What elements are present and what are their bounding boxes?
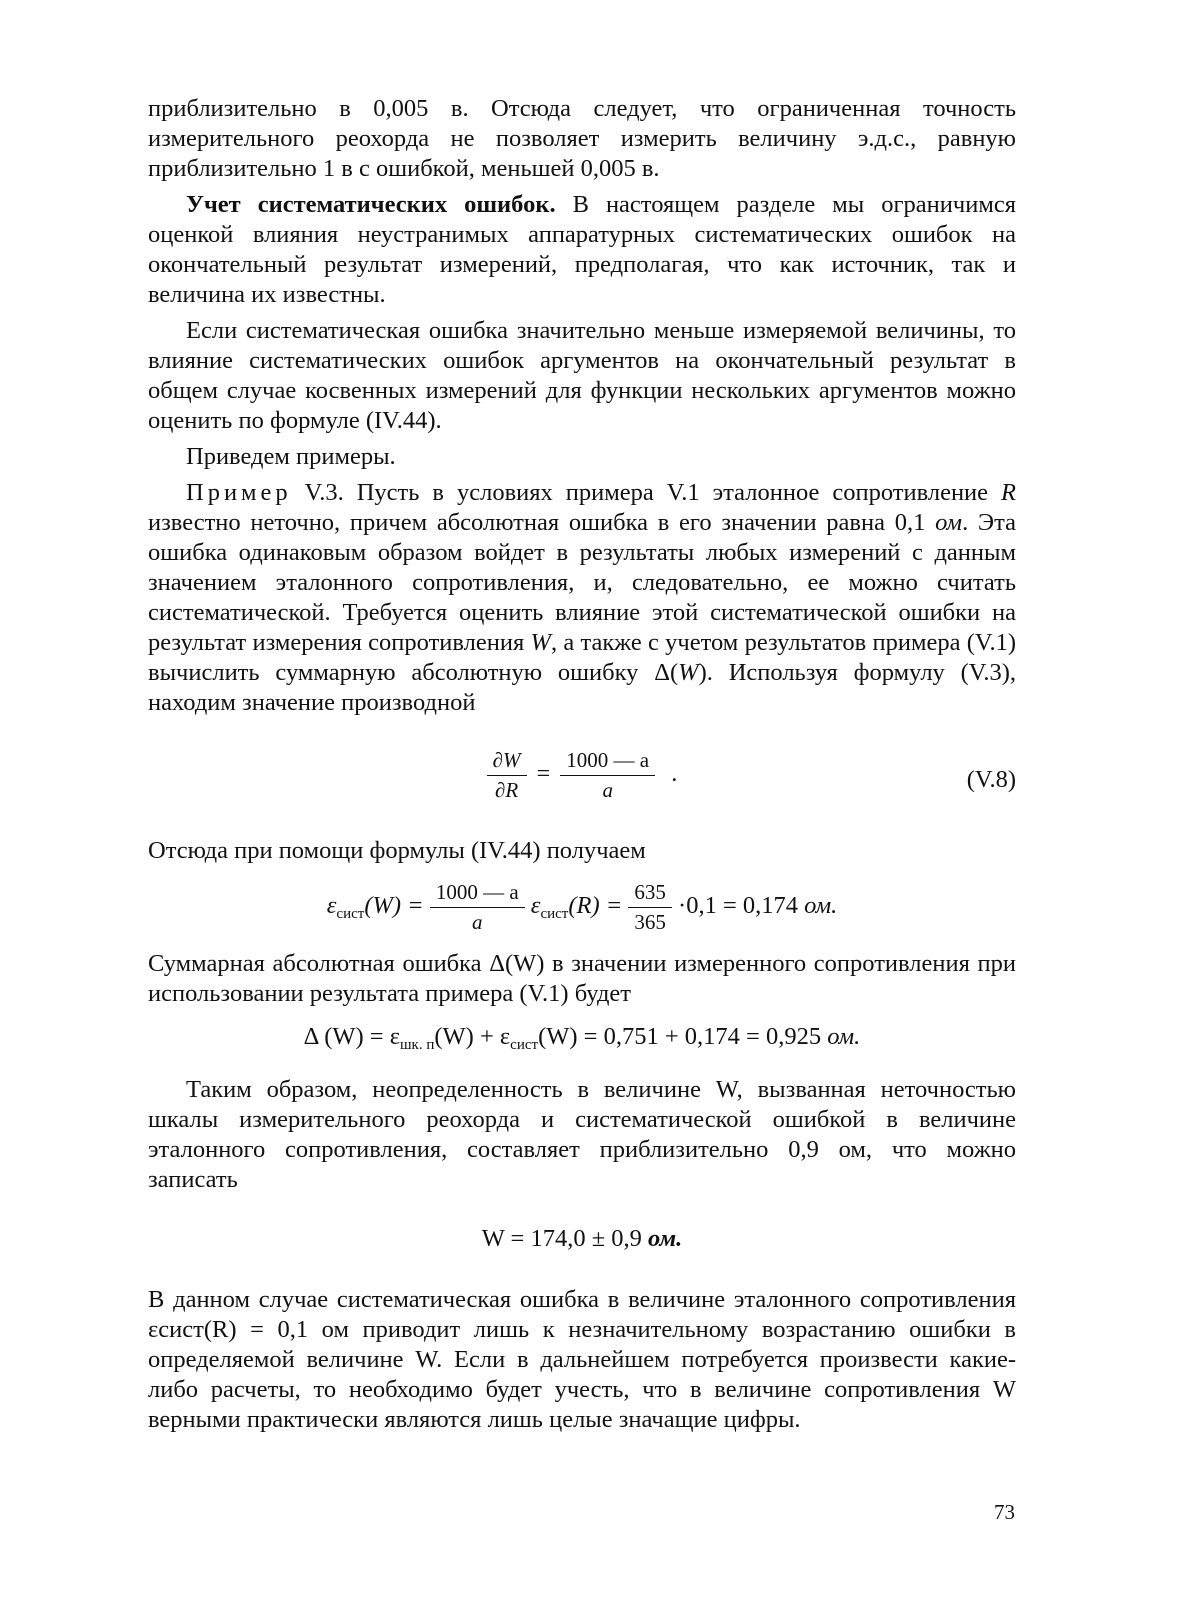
paragraph-3: Если систематическая ошибка значительно меньше измеряемой величины, то влияние систематических ошибок аргументов на окончательный результат в общем случае косвенных измерений для функции нескольких аргументов можно оценить по формуле (IV.44). <box>148 317 1016 434</box>
fraction-635-365: $\frac{635}{365}$ <box>628 880 672 935</box>
equation-v8: $\frac{\partial W}{\partial R}$ = $\frac{1000 — a}{a}$ . (V.8) <box>148 738 1016 828</box>
paragraph-2-text: В настоящем разделе мы ограничимся оценкой влияния неустранимых аппаратурных систематических ошибок на окончательный результат измерений, предполагая, что как источник, так и величина их известны. <box>148 191 1016 308</box>
fraction-dw-dr: $\frac{\partial W}{\partial R}$ <box>487 748 527 803</box>
paragraph-2 <box>148 190 1016 310</box>
paragraph-6: Отсюда при помощи формулы (IV.44) получаем <box>148 837 646 864</box>
page-number: 73 <box>994 1500 1015 1524</box>
equation-number: (V.8) <box>966 766 1016 793</box>
page-body <box>148 94 1016 1435</box>
paragraph-8: Таким образом, неопределенность в величине W, вызванная неточностью шкалы измерительного реохорда и систематической ошибкой в величине эталонного сопротивления, составляет приблизительно 0,9 ом, что можно записать <box>148 1076 1016 1193</box>
paragraph-9: В данном случае систематическая ошибка в величине эталонного сопротивления εсист(R) = 0,1 ом приводит лишь к незначительному возрастанию ошибки в определяемой величине W. Если в дальнейшем потребуется произвести какие-либо расчеты, то необходимо будет учесть, что в величине сопротивления W верными практически являются лишь целые значащие цифры. <box>148 1286 1016 1433</box>
equation-esist: $\varepsilon_{сист}(W)$ = $\frac{1000 — a}{a}$ $\varepsilon_{сист}(R)$ = $\frac{635}{365}$ ·0,1 = 0,174 ом. <box>326 880 838 934</box>
example-label: Пример <box>186 479 292 506</box>
fraction-1000-a-2: $\frac{1000 — a}{a}$ <box>430 880 525 935</box>
section-heading: Учет систематических ошибок. <box>186 191 556 218</box>
equation-delta: Δ $(W) = \varepsilon_{шк. п}(W) + \varepsilon_{сист}(W) = 0,751 + 0,174 = 0,925$ ом. <box>303 1023 861 1053</box>
paragraph-7: Суммарная абсолютная ошибка Δ(W) в значении измеренного сопротивления при использовании результата примера (V.1) будет <box>148 950 1016 1007</box>
example-paragraph: Пример V.3. Пусть в условиях примера V.1 эталонное сопротивление R известно неточно, причем абсолютная ошибка в его значении равна 0,1 ом. Эта ошибка одинаковым образом войдет в результаты любых измерений с данным значением эталонного сопротивления, и, следовательно, ее можно считать систематической. Требуется оценить влияние этой систематической ошибки на результат измерения сопротивления W, а также с учетом результатов примера (V.1) вычислить суммарную абсолютную ошибку Δ(W). Используя формулу (V.3), находим значение производной <box>148 479 1016 716</box>
equation-result: W = 174,0 ± 0,9 ом. <box>481 1225 683 1252</box>
paragraph-1: приблизительно в 0,005 в. Отсюда следует, что ограниченная точность измерительного реохорда не позволяет измерить величину э.д.с., равную приблизительно 1 в с ошибкой, меньшей 0,005 в. <box>148 95 1016 182</box>
fraction-1000-a: $\frac{1000 — a}{a}$ <box>560 748 655 803</box>
paragraph-4: Приведем примеры. <box>186 443 396 470</box>
